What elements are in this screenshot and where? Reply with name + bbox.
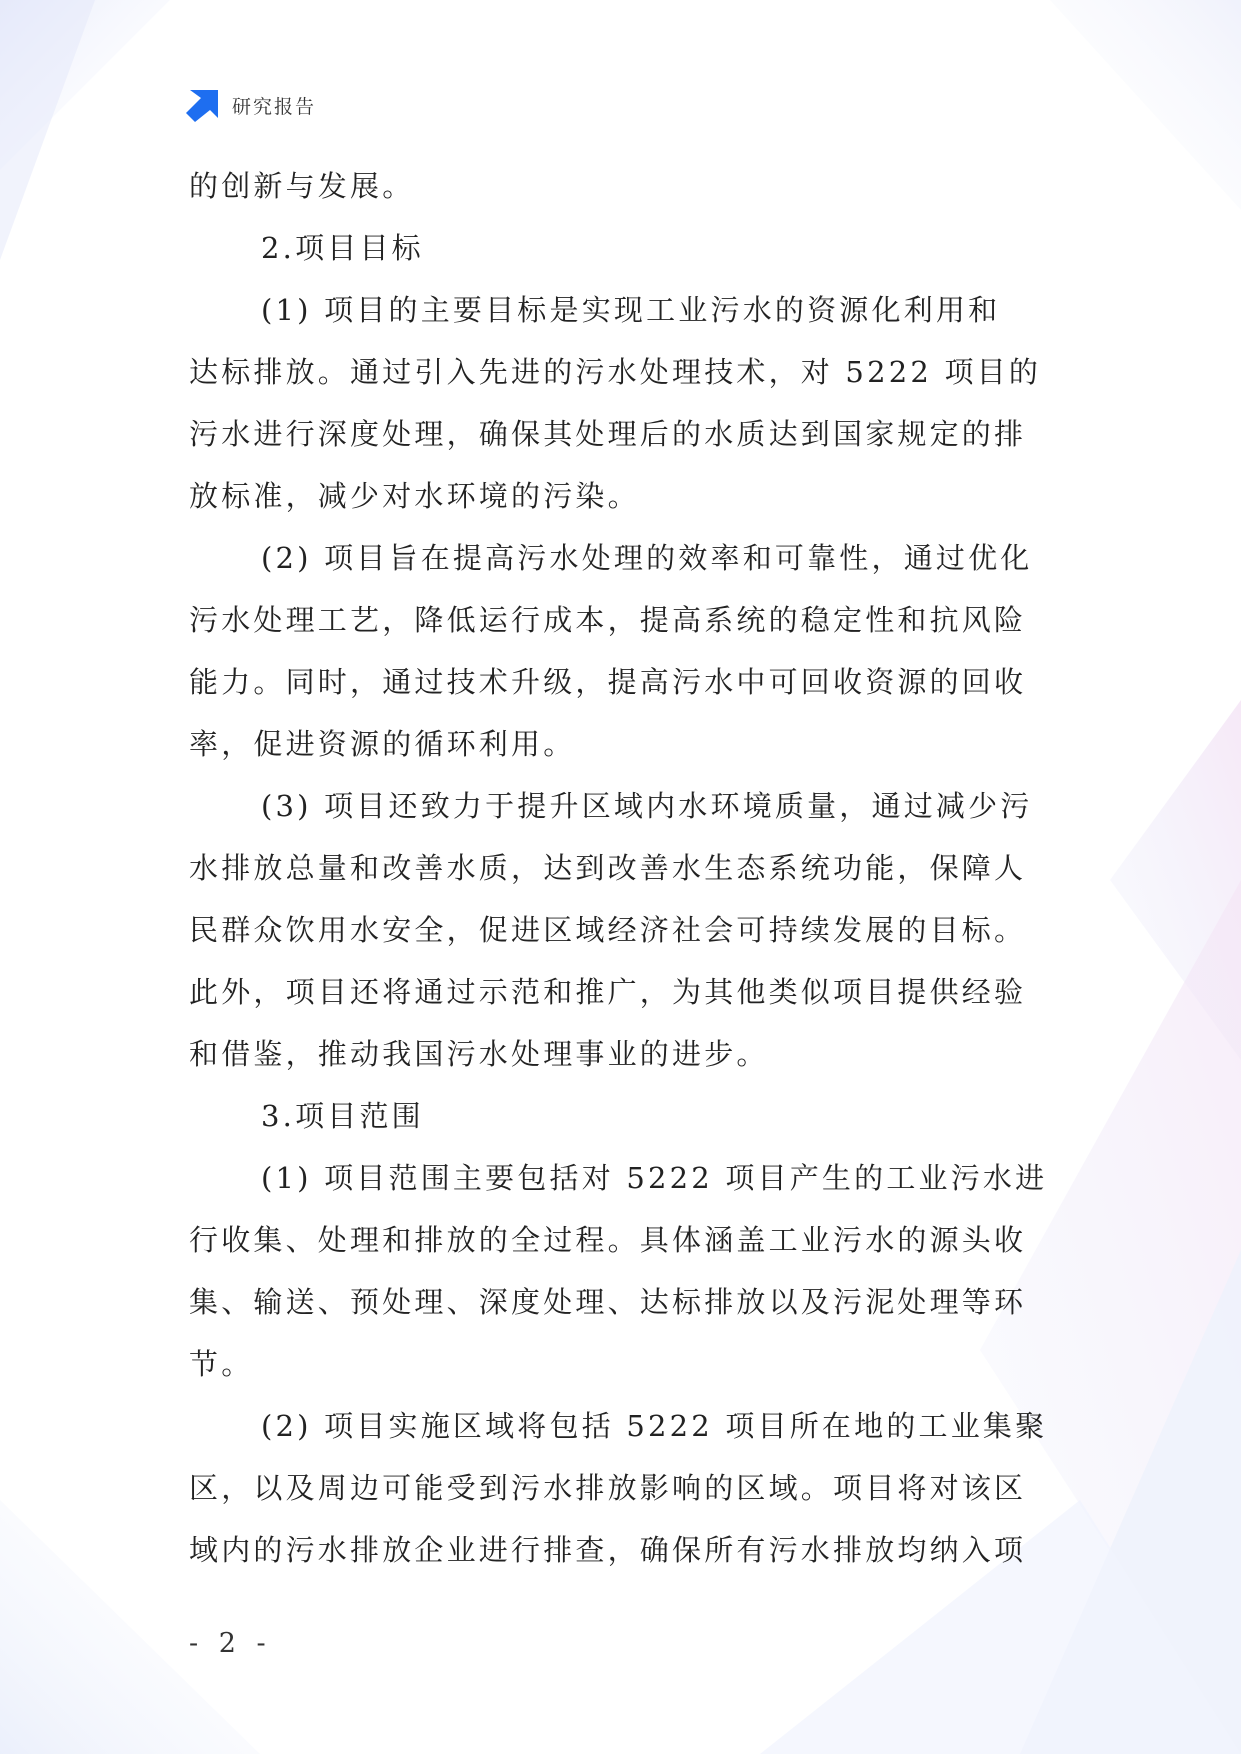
arrow-logo-icon (186, 88, 220, 122)
text-line: 行收集、处理和排放的全过程。具体涵盖工业污水的源头收 (189, 1223, 1027, 1257)
header-title: 研究报告 (232, 95, 317, 118)
text-line: 集、输送、预处理、深度处理、达标排放以及污泥处理等环 (189, 1285, 1027, 1319)
text-line: (2) 项目旨在提高污水处理的效率和可靠性，通过优化 (261, 541, 1033, 575)
text-line: 2.项目目标 (261, 231, 424, 265)
page-number: - 2 - (189, 1628, 272, 1659)
text-line: (1) 项目范围主要包括对 5222 项目产生的工业污水进 (261, 1161, 1048, 1195)
text-line: 能力。同时，通过技术升级，提高污水中可回收资源的回收 (189, 665, 1027, 699)
text-line: 域内的污水排放企业进行排查，确保所有污水排放均纳入项 (189, 1533, 1027, 1567)
text-line: 3.项目范围 (261, 1099, 424, 1133)
text-line: 率，促进资源的循环利用。 (189, 727, 576, 761)
text-line: 放标准，减少对水环境的污染。 (189, 479, 640, 513)
text-line: 节。 (189, 1347, 254, 1381)
text-line: (2) 项目实施区域将包括 5222 项目所在地的工业集聚 (261, 1409, 1048, 1443)
text-line: (3) 项目还致力于提升区域内水环境质量，通过减少污 (261, 789, 1033, 823)
text-line: 水排放总量和改善水质，达到改善水生态系统功能，保障人 (189, 851, 1027, 885)
text-line: 民群众饮用水安全，促进区域经济社会可持续发展的目标。 (189, 913, 1027, 947)
text-line: 污水处理工艺，降低运行成本，提高系统的稳定性和抗风险 (189, 603, 1027, 637)
text-line: 的创新与发展。 (189, 169, 415, 203)
text-line: 区，以及周边可能受到污水排放影响的区域。项目将对该区 (189, 1471, 1027, 1505)
text-line: 污水进行深度处理，确保其处理后的水质达到国家规定的排 (189, 417, 1027, 451)
document-body (189, 155, 1051, 1581)
text-line: 达标排放。通过引入先进的污水处理技术，对 5222 项目的 (189, 355, 1042, 389)
text-line: 此外，项目还将通过示范和推广，为其他类似项目提供经验 (189, 975, 1027, 1009)
report-header (186, 88, 316, 122)
text-line: 和借鉴，推动我国污水处理事业的进步。 (189, 1037, 769, 1071)
text-line: (1) 项目的主要目标是实现工业污水的资源化利用和 (261, 293, 1001, 327)
